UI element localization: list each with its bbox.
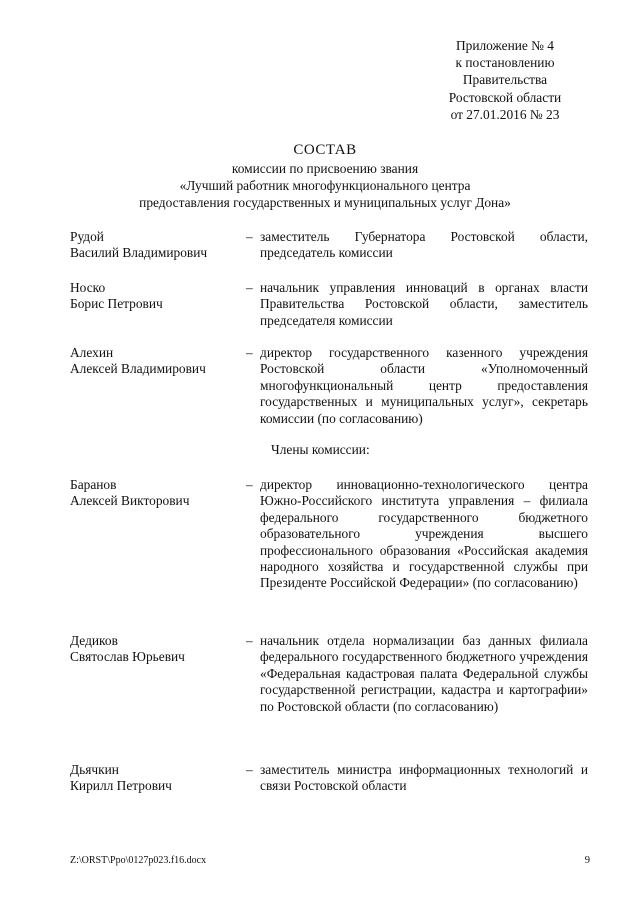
dash-separator: – [246,477,253,492]
appendix-line: Правительства [462,72,548,88]
appendix-line: Ростовской области [448,89,562,105]
member-description: начальник управления инноваций в органах власти Правительства Ростовской области, заместитель председателя комиссии [260,280,588,328]
member-given-name: Святослав Юрьевич [70,649,185,665]
dash-separator: – [246,345,253,360]
dash-separator: – [246,280,253,295]
appendix-line: Приложение № 4 [455,38,555,53]
member-description: начальник отдела нормализации баз данных филиала федерального государственного бюджетного учреждения «Федеральная кадастровая палата Федеральной службы государственной регистрации, кадастра и картографии» по Ростовской области (по согласованию) [260,633,588,714]
member-surname: Дедиков [70,633,118,648]
member-name [70,762,245,795]
dash-separator: – [246,762,253,777]
footer-file-path: Z:\ORST\Ppo\0127p023.f16.docx [70,855,207,866]
member-name [70,345,245,378]
page-number: 9 [584,855,590,866]
member-given-name: Василий Владимирович [70,245,208,261]
appendix-block [420,37,590,123]
member-surname: Алехин [70,345,114,360]
title-line: «Лучший работник многофункционального центра [179,178,471,193]
member-given-name: Борис Петрович [70,296,163,312]
member-given-name: Алексей Викторович [70,493,190,509]
dash-separator: – [246,633,253,648]
document-title [60,142,590,211]
member-given-name: Алексей Владимирович [70,361,206,377]
member-surname: Носко [70,280,106,295]
member-surname: Дьячкин [70,762,119,777]
member-surname: Рудой [70,229,104,244]
member-name [70,633,245,666]
member-name [70,477,245,510]
member-given-name: Кирилл Петрович [70,778,172,794]
title-heading: СОСТАВ [293,142,357,158]
member-name [70,280,245,313]
member-surname: Баранов [70,477,117,492]
member-description: заместитель министра информационных технологий и связи Ростовской области [260,762,588,794]
dash-separator: – [246,229,253,244]
member-description: директор государственного казенного учреждения Ростовской области «Уполномоченный многофункциональный центр предоставления государственных и муниципальных услуг», секретарь комиссии (по согласованию) [260,345,588,426]
members-section-heading: Члены комиссии: [271,442,370,457]
title-line: предоставления государственных и муниципальных услуг Дона» [139,195,511,210]
appendix-line: к постановлению [455,55,555,71]
member-description: директор инновационно-технологического центра Южно-Российского института управления – филиала федерального государственного бюджетного образовательного учреждения высшего профессионального образования «Российская академия народного хозяйства и государственной службы при Президенте Российской Федерации» (по согласованию) [260,477,588,591]
appendix-line: от 27.01.2016 № 23 [450,106,560,122]
member-name [70,229,245,262]
member-description: заместитель Губернатора Ростовской области, председатель комиссии [260,229,588,261]
title-line: комиссии по присвоению звания [231,161,419,176]
